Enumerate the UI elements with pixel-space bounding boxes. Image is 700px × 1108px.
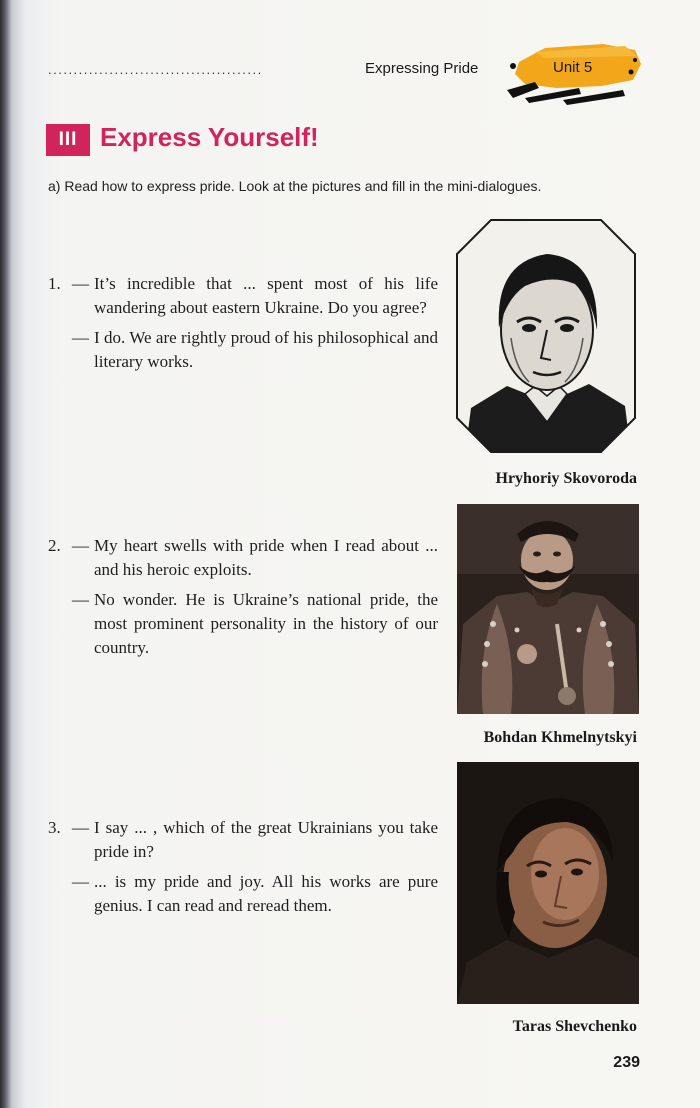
header-title: Expressing Pride <box>365 60 479 77</box>
header-leader-dots: .......................................... <box>48 62 263 77</box>
dialogue-text: It’s incredible that ... spent most of his life wandering about eastern Ukraine. Do you agree? <box>94 274 438 317</box>
dialogue-2 <box>48 534 438 666</box>
caption-skovoroda: Hryhoriy Skovoroda <box>495 470 637 487</box>
dialogue-line <box>48 326 438 374</box>
dash: — <box>72 872 89 891</box>
dialogue-number: 2. <box>48 536 61 555</box>
exercise-instruction: a) Read how to express pride. Look at the pictures and fill in the mini-dialogues. <box>48 178 542 194</box>
portrait-khmelnytskyi <box>457 504 639 714</box>
dialogue-line <box>48 588 438 660</box>
section-title: Express Yourself! <box>100 122 319 152</box>
caption-khmelnytskyi: Bohdan Khmelnytskyi <box>483 729 637 746</box>
shevchenko-portrait-icon <box>457 762 639 1004</box>
dash: — <box>72 536 89 555</box>
unit-badge <box>505 40 643 106</box>
dash: — <box>72 818 89 837</box>
dialogue-text: My heart swells with pride when I read about ... and his heroic exploits. <box>94 536 438 579</box>
dialogue-text: I say ... , which of the great Ukrainians you take pride in? <box>94 818 438 861</box>
dialogue-1 <box>48 272 438 380</box>
dialogue-text: ... is my pride and joy. All his works are pure genius. I can read and reread them. <box>94 872 438 915</box>
dialogue-3 <box>48 816 438 924</box>
section-number-badge: III <box>46 124 90 156</box>
portrait-skovoroda <box>455 218 637 454</box>
dialogue-number: 1. <box>48 274 61 293</box>
dialogue-number: 3. <box>48 818 61 837</box>
dialogue-line <box>48 870 438 918</box>
dash: — <box>72 590 89 609</box>
unit-label: Unit 5 <box>553 59 593 76</box>
hetman-portrait-icon <box>457 504 639 714</box>
dialogue-line <box>48 816 438 864</box>
caption-shevchenko: Taras Shevchenko <box>512 1018 637 1035</box>
dialogue-line <box>48 534 438 582</box>
dialogue-text: I do. We are rightly proud of his philosophical and literary works. <box>94 328 438 371</box>
dialogue-text: No wonder. He is Ukraine’s national pride, the most prominent personality in the history of our country. <box>94 590 438 657</box>
dialogue-line <box>48 272 438 320</box>
dash: — <box>72 274 89 293</box>
dash: — <box>72 328 89 347</box>
page-number: 239 <box>613 1054 640 1071</box>
portrait-shevchenko <box>457 762 639 1004</box>
